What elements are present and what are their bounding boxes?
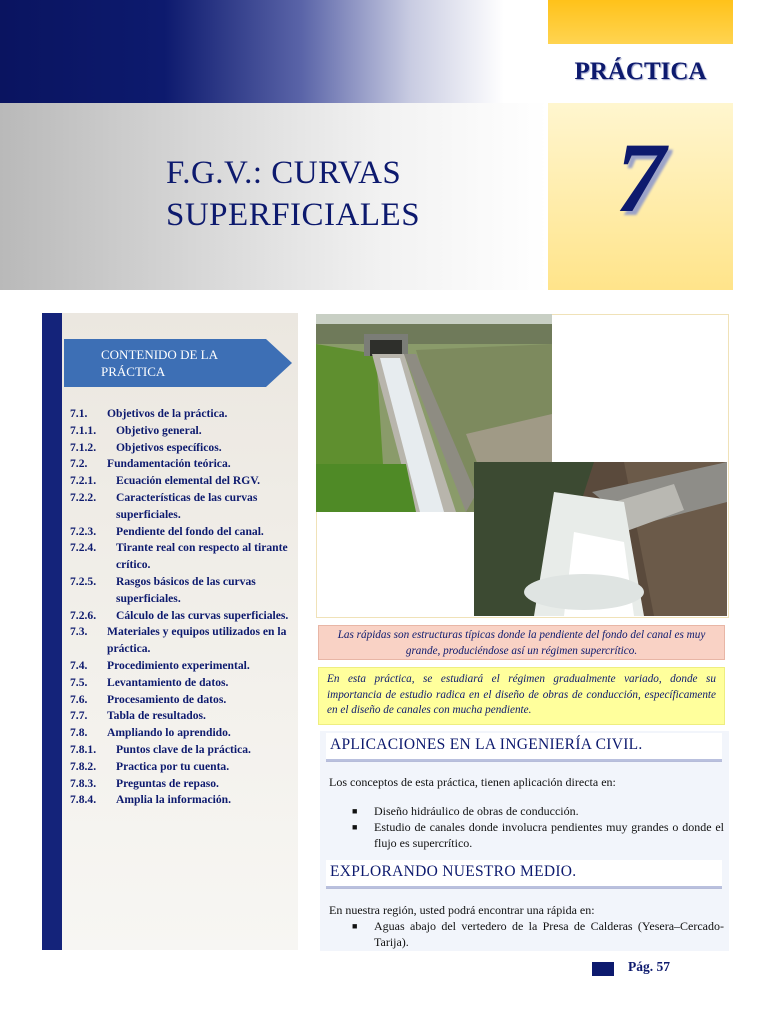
toc-item: [70, 540, 292, 574]
toc-item-text: Ecuación elemental del RGV.: [116, 474, 261, 488]
toc-item: [70, 725, 292, 742]
toc-item-text: Objetivo general.: [116, 423, 202, 437]
explore-list: [352, 918, 724, 950]
chapter-title-line: SUPERFICIALES: [166, 197, 421, 233]
toc-item: [70, 759, 292, 776]
toc-item-text: Objetivos específicos.: [116, 440, 222, 454]
applications-heading-text: APLICACIONES EN LA INGENIERÍA CIVIL.: [330, 736, 643, 753]
toc-item-number: 7.8.4.: [70, 793, 97, 807]
toc-item-text: Preguntas de repaso.: [116, 776, 219, 790]
toc-item-text: Tirante real con respecto al tirante crítico.: [116, 541, 288, 572]
list-item: [352, 918, 724, 950]
list-item-text: Estudio de canales donde involucra pendientes muy grandes o donde el flujo es supercrítico.: [374, 820, 724, 850]
applications-list: [352, 803, 724, 851]
toc-item-text: Fundamentación teórica.: [107, 457, 231, 471]
toc-item-text: Ampliando lo aprendido.: [107, 726, 231, 740]
spillway-photo: [474, 462, 727, 616]
toc-item: [70, 792, 292, 809]
applications-intro: Los conceptos de esta práctica, tienen aplicación directa en:: [329, 775, 616, 789]
bullet-icon: ■: [352, 806, 358, 816]
toc-item: [70, 658, 292, 675]
sidebar-rule: [42, 313, 62, 950]
toc-item-number: 7.2.2.: [70, 490, 97, 504]
toc-item-number: 7.2.: [70, 457, 88, 471]
toc-item-number: 7.8.1.: [70, 742, 97, 756]
gold-stripe: [548, 0, 733, 44]
explore-intro: En nuestra región, usted podrá encontrar una rápida en:: [329, 903, 595, 917]
practice-label: PRÁCTICA: [574, 58, 707, 85]
explore-heading-text: EXPLORANDO NUESTRO MEDIO.: [330, 863, 577, 880]
toc-item-number: 7.2.4.: [70, 541, 97, 555]
chapter-number: 7: [615, 122, 666, 233]
toc-item-text: Cálculo de las curvas superficiales.: [116, 608, 289, 622]
toc-list: [70, 406, 292, 809]
toc-item: [70, 742, 292, 759]
toc-item-number: 7.8.: [70, 726, 88, 740]
toc-item-number: 7.3.: [70, 625, 88, 639]
chapter-title: [166, 152, 546, 236]
toc-item-text: Practica por tu cuenta.: [116, 759, 230, 773]
toc-item-number: 7.2.1.: [70, 474, 97, 488]
page-marker: [592, 962, 614, 976]
toc-item-number: 7.7.: [70, 709, 88, 723]
header-gradient-band: [0, 0, 548, 103]
toc-item-number: 7.1.: [70, 407, 88, 420]
toc-item-number: 7.2.6.: [70, 608, 97, 622]
toc-item-number: 7.4.: [70, 658, 88, 672]
chapter-title-line: F.G.V.: CURVAS: [166, 155, 402, 191]
toc-item-text: Procesamiento de datos.: [107, 692, 227, 706]
toc-item: [70, 423, 292, 440]
toc-item: [70, 675, 292, 692]
toc-item: [70, 708, 292, 725]
toc-item: [70, 490, 292, 524]
toc-item: [70, 574, 292, 608]
toc-item-number: 7.6.: [70, 692, 88, 706]
toc-item-text: Puntos clave de la práctica.: [116, 742, 251, 756]
toc-item: [70, 624, 292, 658]
toc-item-number: 7.5.: [70, 675, 88, 689]
toc-item-text: Objetivos de la práctica.: [107, 407, 228, 420]
toc-item: [70, 776, 292, 793]
toc-item-number: 7.2.3.: [70, 524, 97, 538]
bullet-icon: ■: [352, 822, 358, 832]
toc-item-text: Procedimiento experimental.: [107, 658, 250, 672]
toc-item: [70, 608, 292, 625]
toc-item: [70, 473, 292, 490]
applications-heading: [326, 733, 722, 761]
toc-item-number: 7.2.5.: [70, 574, 97, 588]
toc-item-text: Rasgos básicos de las curvas superficiales.: [116, 574, 256, 605]
toc-item-number: 7.8.3.: [70, 776, 97, 790]
list-item: [352, 803, 724, 819]
toc-item: [70, 524, 292, 541]
toc-item-text: Levantamiento de datos.: [107, 675, 229, 689]
toc-item: [70, 692, 292, 709]
explore-heading: [326, 860, 722, 888]
intro-note: En esta práctica, se estudiará el régimen gradualmente variado, donde su importancia de estudio radica en el diseño de obras de conducción, específicamente en el diseño de canales con mucha pendiente.: [318, 667, 725, 725]
list-item: [352, 819, 724, 851]
toc-heading-line: CONTENIDO DE LA: [101, 347, 218, 362]
toc-item-number: 7.1.1.: [70, 423, 97, 437]
toc-item-text: Materiales y equipos utilizados en la práctica.: [107, 625, 287, 656]
photo-caption: Las rápidas son estructuras típicas donde la pendiente del fondo del canal es muy grande, produciéndose así un régimen supercrítico.: [318, 625, 725, 660]
toc-item-number: 7.1.2.: [70, 440, 97, 454]
toc-item: [70, 440, 292, 457]
toc-item-text: Amplia la información.: [116, 793, 231, 807]
toc-item: [70, 456, 292, 473]
toc-item-number: 7.8.2.: [70, 759, 97, 773]
toc-item-text: Características de las curvas superficiales.: [116, 490, 258, 521]
toc-item: [70, 406, 292, 423]
toc-heading: [101, 346, 266, 380]
toc-item-text: Pendiente del fondo del canal.: [116, 524, 264, 538]
list-item-text: Aguas abajo del vertedero de la Presa de Calderas (Yesera–Cercado-Tarija).: [374, 919, 724, 949]
toc-item-text: Tabla de resultados.: [107, 709, 206, 723]
page-number: Pág. 57: [628, 959, 670, 974]
bullet-icon: ■: [352, 921, 358, 931]
toc-heading-line: PRÁCTICA: [101, 364, 166, 379]
list-item-text: Diseño hidráulico de obras de conducción.: [374, 804, 579, 818]
